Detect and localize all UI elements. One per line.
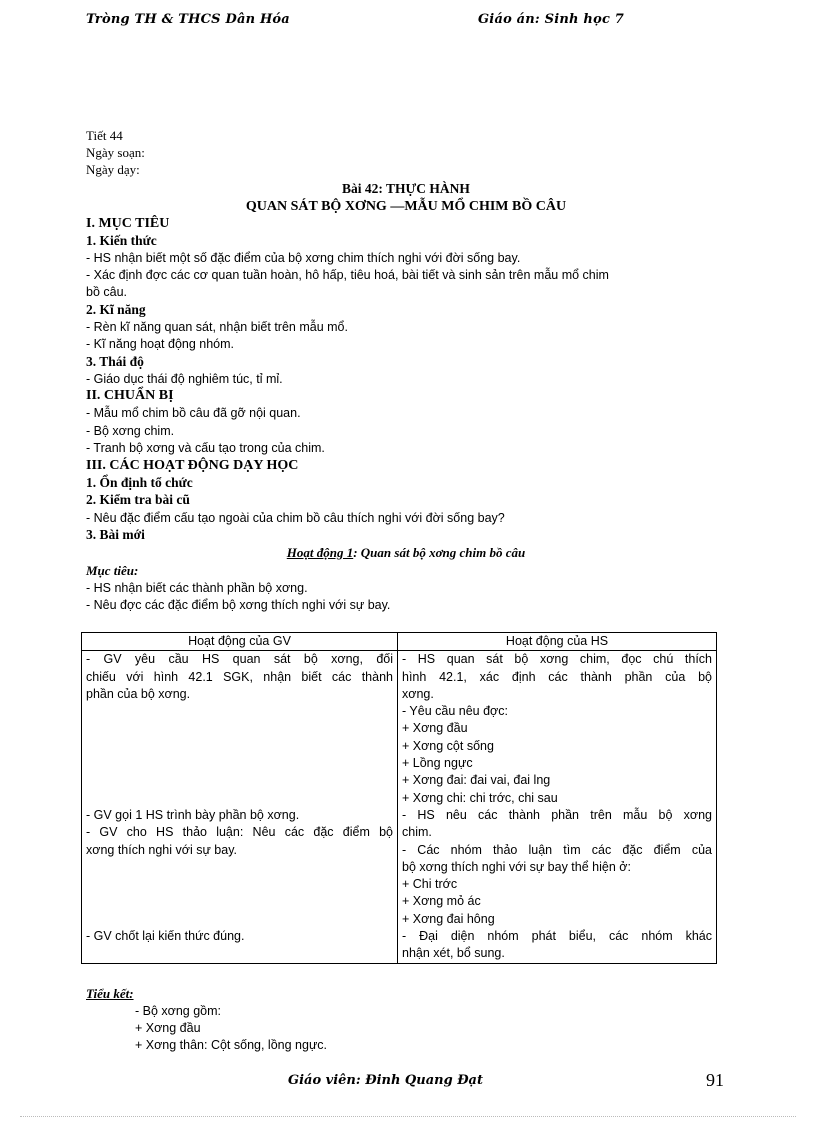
student-line: bộ xơng thích nghi với sự bay thể hiện ở: (402, 859, 631, 874)
attitude-heading: 3. Thái độ (86, 354, 144, 369)
header-school: Tròng TH & THCS Dân Hóa (86, 12, 290, 27)
teacher-activities-cell (82, 651, 398, 963)
skills-item-1: - Rèn kĩ năng quan sát, nhận biết trên mẫu mổ. (86, 320, 348, 334)
activity-title-number: Hoạt động 1 (286, 545, 354, 560)
teacher-line: - GV cho HS thảo luận: Nêu các đặc điểm bộ (86, 825, 393, 840)
col-teacher-header: Hoạt động của GV (82, 633, 398, 651)
knowledge-item-2: - Xác định đợc các cơ quan tuần hoàn, hô hấp, tiêu hoá, bài tiết và sinh sản trên mẫu mổ chim (86, 268, 609, 282)
student-line: - HS quan sát bộ xơng chim, đọc chú thích (402, 652, 712, 667)
summary-label-text: Tiểu kết: (86, 986, 134, 1001)
student-line: nhận xét, bổ sung. (402, 946, 505, 961)
student-line: + Xơng đầu (402, 721, 468, 736)
prep-date: Ngày soạn: (86, 145, 145, 160)
teacher-line: phần của bộ xơng. (86, 686, 191, 701)
section-objectives-heading: I. MỤC TIÊU (86, 216, 170, 231)
student-line: + Xơng đai: đai vai, đai lng (402, 773, 551, 788)
activity-title (86, 545, 726, 561)
col-student-header: Hoạt động của HS (398, 633, 717, 651)
student-line: + Xơng cột sống (402, 738, 494, 753)
student-activities-cell (398, 651, 717, 963)
goal-item-1: - HS nhận biết các thành phần bộ xơng. (86, 581, 308, 595)
footer-teacher: Giáo viên: Đinh Quang Đạt (288, 1073, 483, 1088)
student-line: + Lồng ngực (402, 756, 473, 771)
activity-table (81, 632, 717, 964)
teach-date: Ngày dạy: (86, 162, 140, 177)
summary-label (86, 986, 134, 1002)
review-question: - Nêu đặc điểm cấu tạo ngoài của chim bồ câu thích nghi với đời sống bay? (86, 511, 505, 525)
student-line: + Xơng mỏ ác (402, 894, 481, 909)
student-line: + Xơng chi: chi trớc, chi sau (402, 790, 558, 805)
student-line: chim. (402, 825, 432, 840)
student-line: + Chi trớc (402, 877, 458, 892)
student-line: - Đại diện nhóm phát biểu, các nhóm khác (402, 929, 712, 944)
attitude-item-1: - Giáo dục thái độ nghiêm túc, tỉ mỉ. (86, 372, 283, 386)
activity-title-text: : Quan sát bộ xơng chim bồ câu (353, 545, 526, 560)
new-lesson-heading: 3. Bài mới (86, 527, 145, 542)
teacher-line: - GV yêu cầu HS quan sát bộ xơng, đối (86, 652, 393, 667)
student-line: - Các nhóm thảo luận tìm các đặc điểm của (402, 842, 712, 857)
page-number: 91 (706, 1070, 724, 1090)
knowledge-heading: 1. Kiến thức (86, 233, 157, 248)
page-bottom-rule (20, 1116, 796, 1117)
table-row (82, 651, 717, 963)
lesson-number: Tiết 44 (86, 128, 123, 143)
review-heading: 2. Kiểm tra bài cũ (86, 492, 190, 507)
knowledge-item-2-cont: bồ câu. (86, 285, 128, 299)
section-preparation-heading: II. CHUẨN BỊ (86, 388, 174, 403)
skills-heading: 2. Kĩ năng (86, 302, 146, 317)
teacher-line: - GV chốt lại kiến thức đúng. (86, 929, 245, 944)
knowledge-item-1: - HS nhận biết một số đặc điểm của bộ xơng chim thích nghi với đời sống bay. (86, 251, 521, 265)
skills-item-2: - Kĩ năng hoạt động nhóm. (86, 337, 235, 351)
teacher-line: xơng thích nghi với sự bay. (86, 842, 237, 857)
lesson-title: Bài 42: THỰC HÀNH (342, 181, 470, 196)
header-subject: Giáo án: Sinh học 7 (478, 12, 625, 27)
student-line: - HS nêu các thành phần trên mẫu bộ xơng (402, 807, 712, 822)
student-line: + Xơng đai hông (402, 911, 495, 926)
summary-item-3: + Xơng thân: Cột sống, lồng ngực. (135, 1038, 328, 1052)
preparation-item-2: - Bộ xơng chim. (86, 424, 175, 438)
table-header-row (82, 633, 717, 651)
summary-item-2: + Xơng đầu (135, 1021, 201, 1035)
goal-label: Mục tiêu: (86, 563, 139, 578)
section-activities-heading: III. CÁC HOẠT ĐỘNG DẠY HỌC (86, 458, 299, 473)
student-line: - Yêu cầu nêu đợc: (402, 704, 508, 719)
organization-heading: 1. Ổn định tổ chức (86, 475, 193, 490)
preparation-item-3: - Tranh bộ xơng và cấu tạo trong của chim. (86, 441, 325, 455)
teacher-line: - GV gọi 1 HS trình bày phần bộ xơng. (86, 807, 300, 822)
student-line: hình 42.1, xác định các thành phần của bộ (402, 669, 712, 684)
summary-item-1: - Bộ xơng gồm: (135, 1004, 222, 1018)
lesson-subtitle: QUAN SÁT BỘ XƠNG —MẪU MỔ CHIM BỒ CÂU (245, 199, 567, 214)
preparation-item-1: - Mẫu mổ chim bồ câu đã gỡ nội quan. (86, 406, 301, 420)
student-line: xơng. (402, 686, 434, 701)
goal-item-2: - Nêu đợc các đặc điểm bộ xơng thích nghi với sự bay. (86, 598, 391, 612)
teacher-line: chiếu với hình 42.1 SGK, nhận biết các thành (86, 669, 393, 684)
